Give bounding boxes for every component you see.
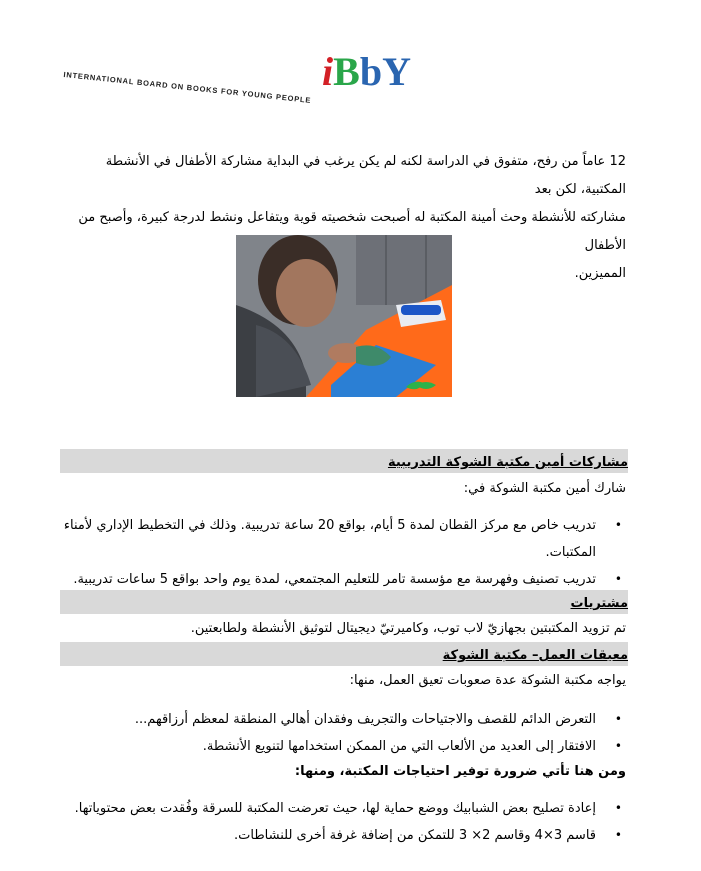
section4-list (60, 795, 626, 849)
section2-text: تم تزويد المكتبتين بجهازيّ لاب توب، وكاميرتيّ ديجيتال لتوثيق الأنشطة ولطابعتين. (190, 621, 626, 636)
section1-list (60, 512, 626, 593)
intro-line-1: 12 عاماً من رفح، متفوق في الدراسة لكنه لم يكن يرغب في البداية مشاركة الأطفال في الأنشطة المكتبية، لكن بعد (105, 154, 626, 197)
section-heading-training: مشاركات أمين مكتبة الشوكة التدريبية (60, 449, 628, 473)
header (60, 49, 440, 105)
list-item: • التعرض الدائم للقصف والاجتياحات والتجريف وفقدان أهالي المنطقة لمعظم أرزاقهم... (134, 712, 622, 727)
section1-intro: شارك أمين مكتبة الشوكة في: (463, 481, 626, 496)
list-item: • إعادة تصليح بعض الشبابيك ووضع حماية لها، حيث تعرضت المكتبة للسرقة وفُقدت بعض محتوياتها. (74, 801, 622, 816)
section3-list (60, 706, 626, 760)
org-name-text: INTERNATIONAL BOARD ON BOOKS FOR YOUNG PEOPLE (63, 70, 312, 105)
list-item: المكتبات. (545, 545, 596, 560)
child-crafting-image (236, 235, 452, 397)
list-item: • الافتقار إلى العديد من الألعاب التي من الممكن استخدامها لتنويع الأنشطة. (202, 739, 622, 754)
section-heading-obstacles: معيقات العمل– مكتبة الشوكة (60, 642, 628, 666)
list-item: • تدريب تصنيف وفهرسة مع مؤسسة تامر للتعليم المجتمعي، لمدة يوم واحد بواقع 5 ساعات تدريبية. (73, 572, 622, 587)
list-item: • قاسم 3×4 وقاسم 2× 3 للتمكن من إضافة غرفة أخرى للنشاطات. (234, 828, 622, 843)
intro-line-3: المميزين. (574, 266, 626, 281)
section-heading-purchases: مشتريات (60, 590, 628, 614)
ibby-logo: iBbY (322, 49, 411, 94)
section3-intro: يواجه مكتبة الشوكة عدة صعوبات تعيق العمل، منها: (349, 673, 626, 688)
intro-line-2: مشاركته للأنشطة وحث أمينة المكتبة له أصبحت شخصيته قوية ويتفاعل ونشط لدرجة كبيرة، وأصبح من الأطفال (78, 210, 626, 253)
section-heading-needs: ومن هنا تأتي ضرورة توفير احتياجات المكتبة، ومنها: (294, 764, 626, 779)
child-photo (236, 235, 452, 397)
list-item: • تدريب خاص مع مركز القطان لمدة 5 أيام، بواقع 20 ساعة تدريبية. وذلك في التخطيط الإداري لأمناء (63, 518, 622, 533)
